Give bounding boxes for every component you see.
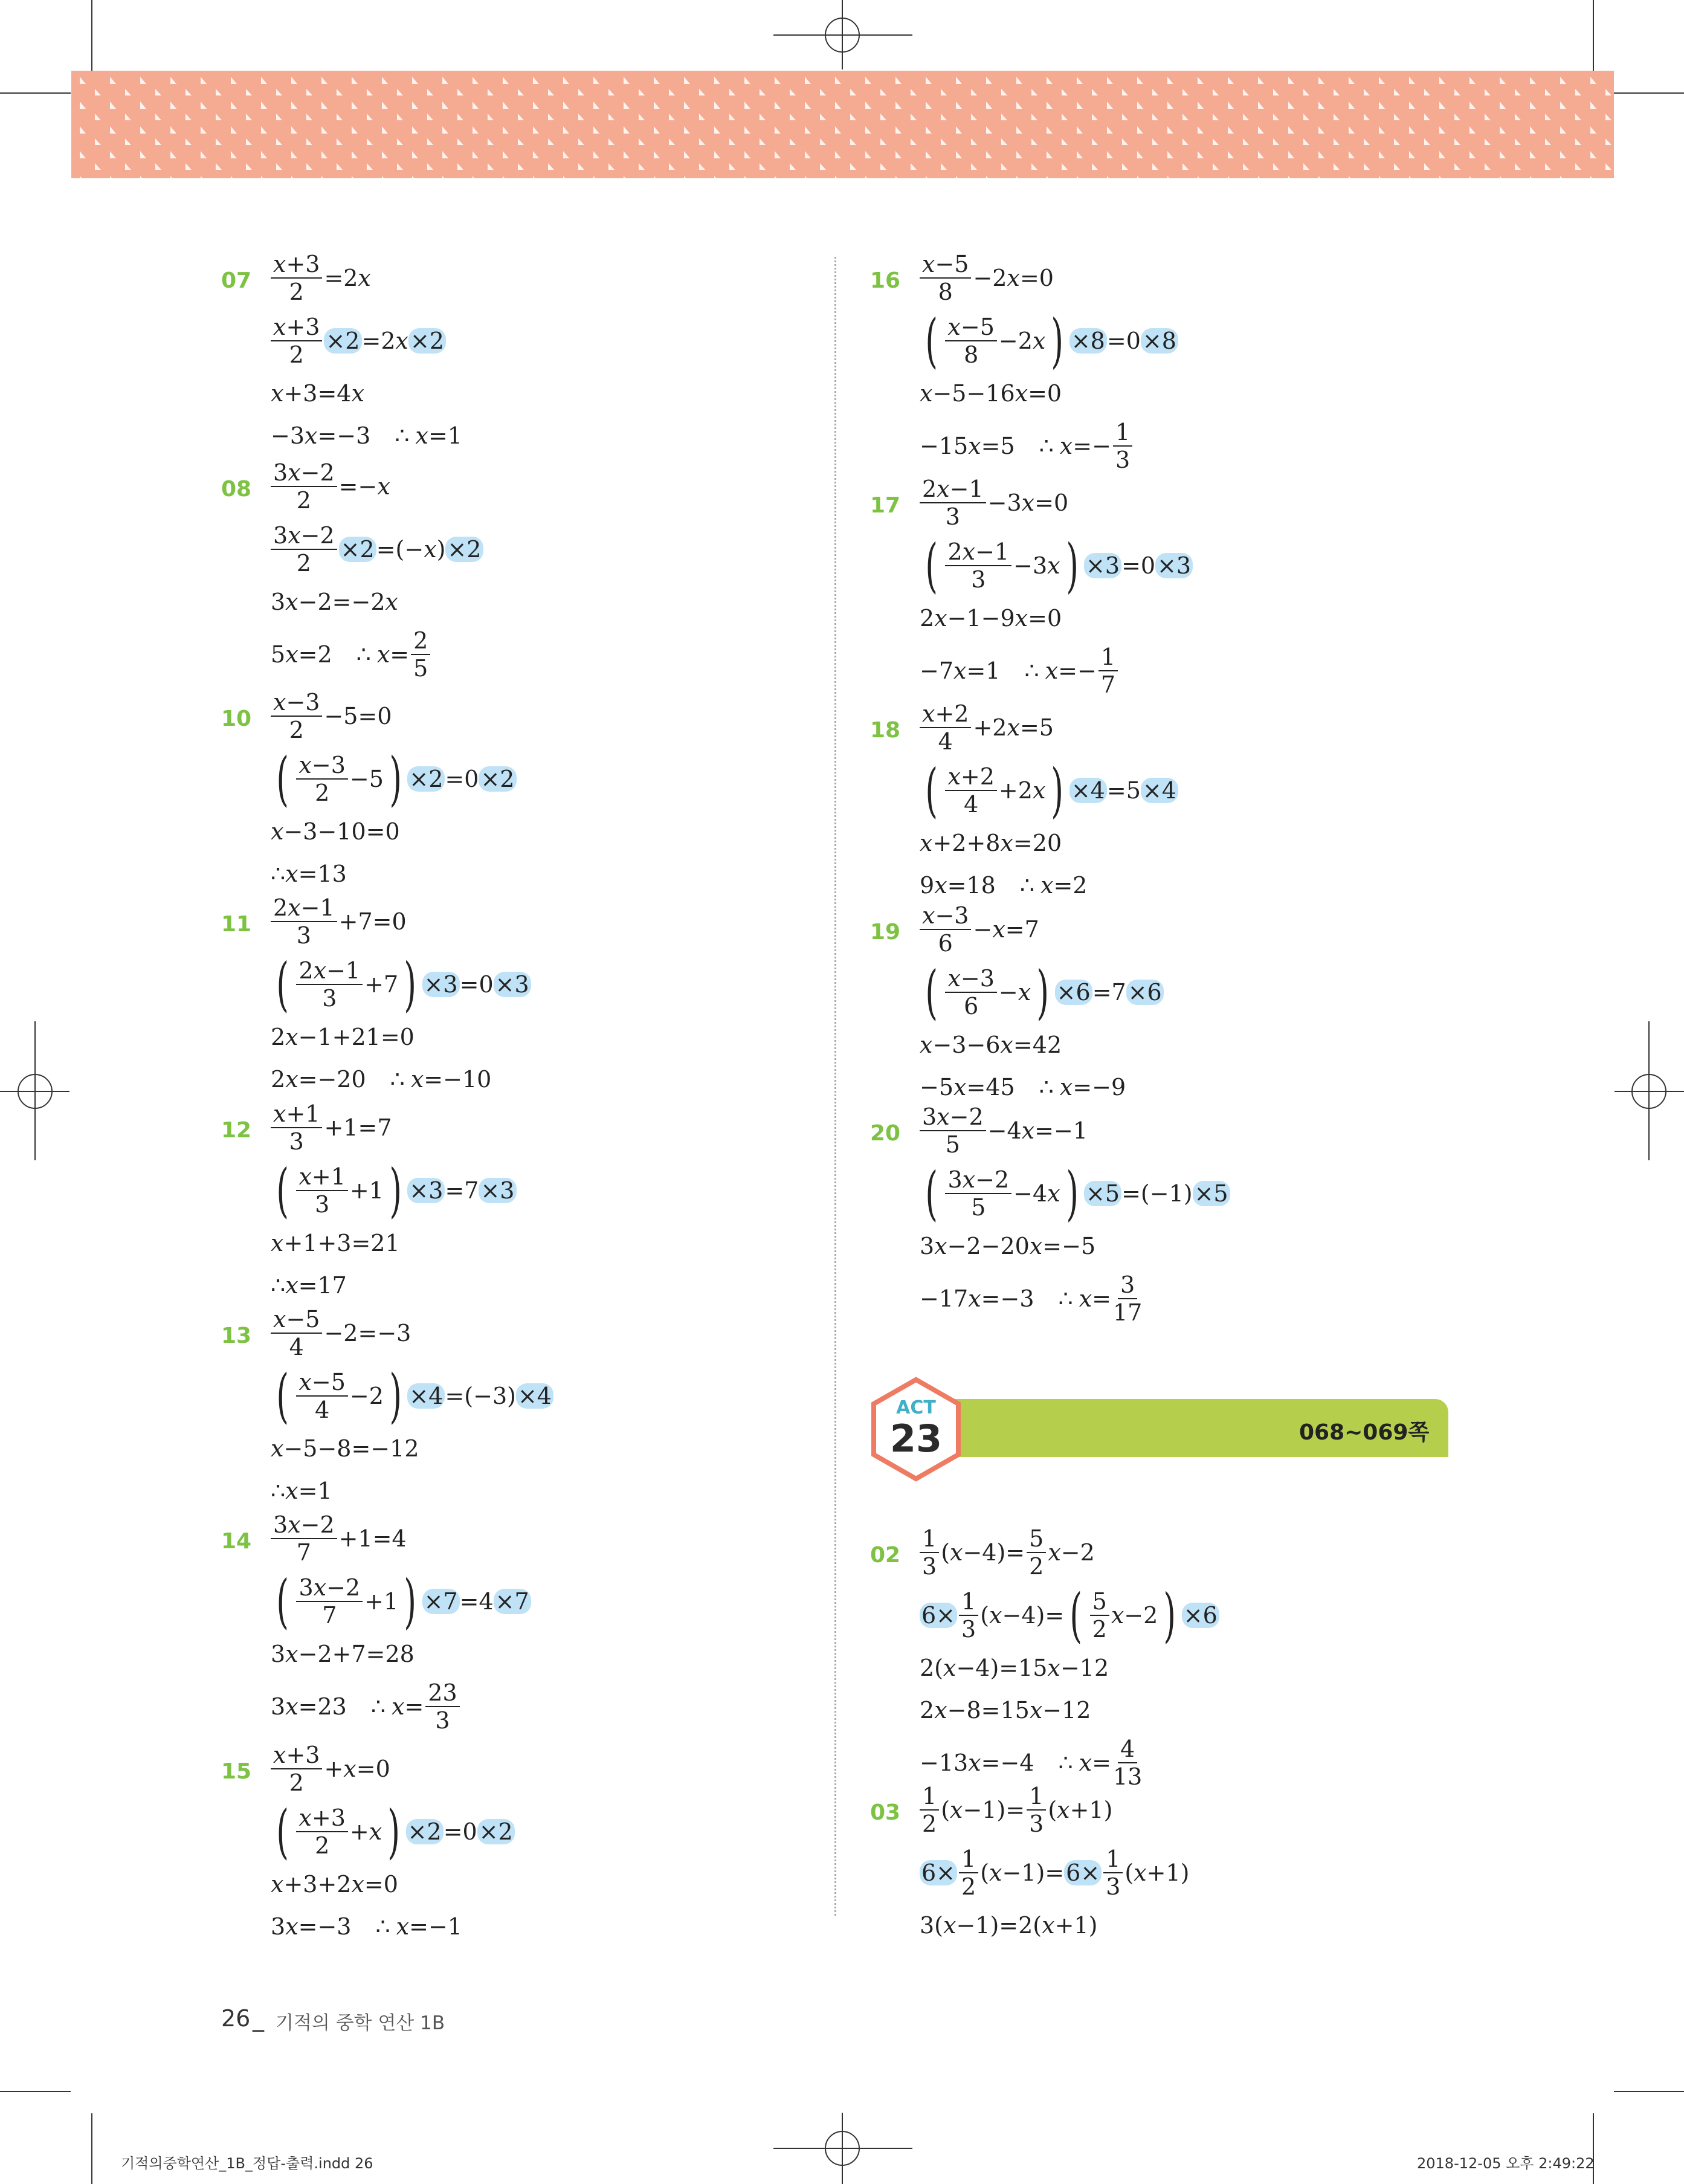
problem-03: 03 1 2 ( x −1)= 1 3 ( x +1) 6× $\frac{1}{2}$ ( x −1)= 6× $\frac{1}{3}$ ( x +1) 3( x −1)=2( x +1)	[870, 1783, 1190, 1939]
crop-mark	[91, 2113, 92, 2184]
problem-14: 14 3x−2 7 +1=4 ( 3x−2 7 +1 ) ×7 =4 ×7 3 x −2+7=28 3 x =23 ∴ x = 23 3	[271, 1513, 531, 1744]
problem-07: 07 x+3 2 =2 x $\frac{x+3}{2}$ ×2 =2 x ×2 x +3=4 x −3 x =−3 ∴ x =1	[221, 251, 462, 449]
problem-number: 03	[870, 1800, 901, 1825]
page-number: 26	[221, 2005, 251, 2032]
problem-13: 13 x−5 4 −2=−3 ( x−5 4 −2 ) ×4 =(−3) ×4 x −5−8=−12 ∴ x =1	[271, 1308, 553, 1518]
problem-02: 02 1 3 ( x −4)= 5 2 x −2 6× $\frac{1}{3}$ ( x −4)= ( 5 2 x −2 ) ×6 2( x −4)=15 x −12 2 x −8=15 x −12 −13 x =−4 ∴ x = 4 13	[920, 1527, 1219, 1800]
problem-number: 08	[221, 477, 252, 502]
act-label: ACT	[896, 1397, 936, 1418]
problem-number: 02	[870, 1543, 901, 1568]
problem-number: 15	[221, 1759, 252, 1784]
crop-mark	[842, 0, 843, 69]
crop-mark	[0, 92, 71, 94]
act-pages: 068~069쪽	[1299, 1420, 1430, 1445]
book-title: 기적의 중학 연산 1B	[276, 2012, 445, 2034]
problem-08: 08 3x−2 2 =− x $\frac{3x-2}{2}$ ×2 =(− x ) ×2 3 x −2=−2 x 5 x =2 ∴ x = 2 5	[271, 461, 483, 692]
problem-16: 16 x−5 8 −2 x =0 ( x−5 8 −2 x ) ×8 =0 ×8 x −5−16 x =0 −15 x =5 ∴ x =− 1 3	[920, 253, 1178, 483]
footer-separator: _	[253, 2005, 264, 2032]
problem-number: 19	[870, 920, 901, 945]
problem-number: 13	[221, 1323, 252, 1348]
problem-15: 15 x+3 2 + x =0 ( x+3 2 + x ) ×2 =0 ×2 x +3+2 x =0 3 x =−3 ∴ x =−1	[271, 1743, 515, 1954]
problem-11: 11 2x−1 3 +7=0 ( 2x−1 3 +7 ) ×3 =0 ×3 2 x −1+21=0 2 x =−20 ∴ x =−10	[271, 896, 531, 1107]
problem-18: 18 x+2 4 +2 x =5 ( x+2 4 +2 x ) ×4 =5 ×4 x +2+8 x =20 9 x =18 ∴ x =2	[920, 702, 1178, 913]
problem-number: 14	[221, 1529, 252, 1554]
crop-mark	[842, 2113, 843, 2184]
timestamp: 2018-12-05 오후 2:49:22	[1417, 2155, 1595, 2172]
crop-mark	[91, 0, 92, 71]
crop-mark	[1593, 0, 1594, 71]
problem-number: 17	[870, 493, 901, 518]
crop-mark	[773, 2148, 912, 2149]
problem-12: 12 x+1 3 +1=7 ( x+1 3 +1 ) ×3 =7 ×3 x +1+3=21 ∴ x =17	[271, 1102, 517, 1313]
problem-number: 18	[870, 718, 901, 743]
crop-mark	[34, 1021, 36, 1160]
crop-mark	[0, 2091, 71, 2092]
problem-number: 10	[221, 706, 252, 731]
problem-number: 07	[221, 268, 252, 293]
problem-number: 20	[870, 1121, 901, 1146]
problem-20: 20 3x−2 5 −4 x =−1 ( 3x−2 5 −4 x ) ×5 =(−1) ×5 3 x −2−20 x =−5 −17 x =−3 ∴ x = 3 17	[920, 1105, 1230, 1336]
crop-mark	[773, 34, 912, 36]
problem-number: 11	[221, 912, 252, 937]
problem-number: 12	[221, 1118, 252, 1143]
crop-mark	[1614, 92, 1684, 94]
header-band	[71, 71, 1614, 178]
problem-19: 19 x−3 6 − x =7 ( x−3 6 − x ) ×6 =7 ×6 x −3−6 x =42 −5 x =45 ∴ x =−9	[920, 904, 1164, 1114]
triangle-pattern	[71, 71, 1614, 178]
problem-17: 17 2x−1 3 −3 x =0 ( 2x−1 3 −3 x ) ×3 =0 ×3 2 x −1−9 x =0 −7 x =1 ∴ x =− 1 7	[920, 477, 1193, 708]
crop-mark	[1614, 2091, 1684, 2092]
file-name: 기적의중학연산_1B_정답-출력.indd 26	[121, 2155, 373, 2172]
column-divider	[834, 257, 836, 1916]
problem-number: 16	[870, 268, 901, 293]
crop-mark	[1648, 1021, 1650, 1160]
act-number: 23	[889, 1417, 943, 1461]
crop-mark	[1593, 2113, 1594, 2184]
problem-10: 10 x−3 2 −5=0 ( x−3 2 −5 ) ×2 =0 ×2 x −3−10=0 ∴ x =13	[271, 691, 517, 901]
